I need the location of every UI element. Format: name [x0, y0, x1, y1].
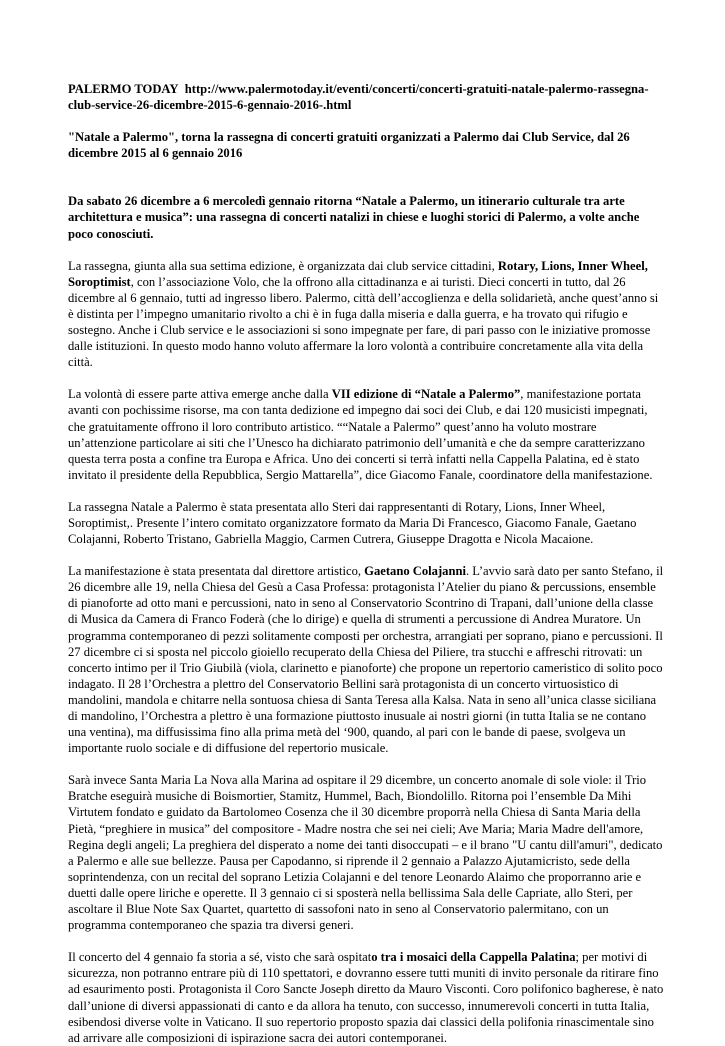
- paragraph-5: Sarà invece Santa Maria La Nova alla Marina ad ospitare il 29 dicembre, un concerto anomale di sole viole: il Trio Bratche eseguirà musiche di Boismortier, Stamitz, Hummel, Bach, Biondolillo. Ritorna poi l’ensemble Da Mihi Virtutem fondato e guidato da Bartolomeo Cosenza che il 30 dicembre proporrà nella Chiesa di Santa Maria della Pietà, “preghiere in musica” del compositore - Madre nostra che sei nei cieli; Ave Maria; Maria Madre dell'amore, Regina degli angeli; La preghiera del disperato a nome dei tanti disoccupati – e il brano "U cantu dill'amuri", dedicato a Palermo e alle sue bellezze. Pausa per Capodanno, si riprende il 2 gennaio a Palazzo Ajutamicristo, sede della soprintendenza, con un recital del soprano Letizia Colajanni e del tenore Leonardo Alaimo che proporranno arie e duetti dalle opere liriche e operette. Il 3 gennaio ci si sposterà nella bellissima Sala delle Capriate, allo Steri, per ascoltare il Blue Note Sax Quartet, quartetto di sassofoni nato in seno al Conservatorio palermitano, con un programma contemporaneo che spazia tra diversi generi.: [68, 773, 663, 933]
- paragraph-4-text-a: La manifestazione è stata presentata dal direttore artistico,: [68, 564, 365, 579]
- source-outlet: PALERMO TODAY: [68, 82, 179, 96]
- paragraph-6: [68, 949, 665, 1046]
- paragraph-6-bold: o tra i mosaici della Cappella Palatina: [371, 950, 576, 965]
- paragraph-2: [68, 386, 665, 483]
- source-url: http://www.palermotoday.it/eventi/concerti/concerti-gratuiti-natale-palermo-rassegna-club-service-26-dicembre-2015-6-gennaio-2016-.html: [68, 82, 649, 113]
- paragraph-1-text-c: , con l’associazione Volo, che la offrono alla cittadinanza e ai turisti. Dieci concerti in tutto, dal 26 dicembre al 6 gennaio, tutti ad ingresso libero. Palermo, città dell’accoglienza e della solidarietà, anche quest’anno si è distinta per l’impegno umanitario rivolto a chi è in fuga dalla miseria e dalla guerra, e ha trovato qui rifugio e sostegno. Anche i Club service e le associazioni si sono impegnate per fare, di pari passo con le iniziative promosse dalle istituzioni. In questo modo hanno voluto affermare la loro volontà a contribuire concretamente alla vita della città.: [68, 274, 659, 370]
- paragraph-4: [68, 563, 665, 756]
- article-headline: "Natale a Palermo", torna la rassegna di concerti gratuiti organizzati a Palermo dai Club Service, dal 26 dicembre 2015 al 6 gennaio 2016: [68, 130, 630, 161]
- article-lead: Da sabato 26 dicembre a 6 mercoledì gennaio ritorna “Natale a Palermo, un itinerario culturale tra arte architettura e musica”: una rassegna di concerti natalizi in chiese e luoghi storici di Palermo, a volte anche poco conosciuti.: [68, 194, 640, 241]
- paragraph-2-bold: VII edizione di “Natale a Palermo”: [331, 387, 521, 402]
- paragraph-4-bold: Gaetano Colajanni: [364, 564, 466, 579]
- paragraph-1: [68, 258, 665, 371]
- paragraph-2-text-c: , manifestazione portata avanti con pochissime risorse, ma con tanta dedizione ed impegno dai soci dei Club, e dai 120 musicisti impegnati, che gratuitamente offrono il loro contributo artistico. ““Natale a Palermo” quest’anno ha voluto mostrare un’attenzione particolare ai siti che l’Unesco ha dichiarato patrimonio dell’umanità e che da sempre caratterizzano questa terra posta a confine tra Europa e Africa. Uno dei concerti si terrà infatti nella Cappella Palatina, ed è stato invitato il presidente della Repubblica, Sergio Mattarella”, dice Giacomo Fanale, coordinatore della manifestazione.: [68, 387, 653, 482]
- paragraph-2-text-a: La volontà di essere parte attiva emerge anche dalla: [68, 387, 332, 402]
- paragraph-1-text-a: La rassegna, giunta alla sua settima edizione, è organizzata dai club service cittadini,: [68, 258, 498, 273]
- paragraph-6-text-c: ; per motivi di sicurezza, non potranno entrare più di 110 spettatori, e dovranno essere tutti muniti di invito personale da ritirare fino ad esaurimento posti. Protagonista il Coro Sancte Joseph diretto da Mauro Visconti. Coro polifonico bagherese, è nato dall’unione di diversi appassionati di canto e da allora ha tenuto, con successo, innumerevoli concerti in tutta Italia, esibendosi diverse volte in Vaticano. Il suo repertorio proposto spazia dai classici della polifonia rinascimentale sino ad arrivare alle composizioni di ispirazione sacra dei autori contemporanei.: [68, 950, 664, 1045]
- paragraph-3: La rassegna Natale a Palermo è stata presentata allo Steri dai rappresentanti di Rotary, Lions, Inner Wheel, Soroptimist,. Presente l’intero comitato organizzatore formato da Maria Di Francesco, Giacomo Fanale, Gaetano Colajanni, Roberto Tristano, Gabriella Maggio, Carmen Cutrera, Giuseppe Dragotta e Nicola Macaione.: [68, 499, 637, 547]
- source-line: [68, 81, 665, 113]
- paragraph-6-text-a: Il concerto del 4 gennaio fa storia a sé, visto che sarà ospitat: [68, 950, 372, 965]
- paragraph-1-bold: Rotary, Lions, Inner Wheel, Soroptimist: [68, 258, 648, 289]
- paragraph-4-text-c: . L’avvio sarà dato per santo Stefano, il 26 dicembre alle 19, nella Chiesa del Gesù a Casa Professa: protagonista l’Atelier du piano & percussions, ensemble di pianoforte ad otto mani e percussioni, nato in seno al Conservatorio Scontrino di Trapani, dall’unione della classe di Musica da Camera di Franco Foderà (che lo dirige) e quella di strumenti a percussione di Andrea Muratore. Un programma contemporaneo di pezzi solitamente composti per orchestra, arrangiati per soprano, piano e percussioni. Il 27 dicembre ci si sposta nel piccolo gioiello recuperato della Chiesa del Piliere, tra stucchi e affreschi ritrovati: un concerto intimo per il Trio Giubilà (viola, clarinetto e pianoforte) che propone un repertorio cameristico di solito poco indagato. Il 28 l’Orchestra a plettro del Conservatorio Bellini sarà protagonista di un concerto virtuosistico di mandolini, mandola e chitarre nella sontuosa chiesa di Santa Teresa alla Kalsa. Nata in seno all’unica classe siciliana di mandolino, l’Orchestra a plettro è una formazione piuttosto inusuale ai nostri giorni (in tutta Italia se ne contano una ventina), ma diffusissima fino alla prima metà del ‘900, quando, al pari con le bande di paese, svolgeva un importante ruolo sociale e di diffusione del repertorio musicale.: [68, 564, 664, 756]
